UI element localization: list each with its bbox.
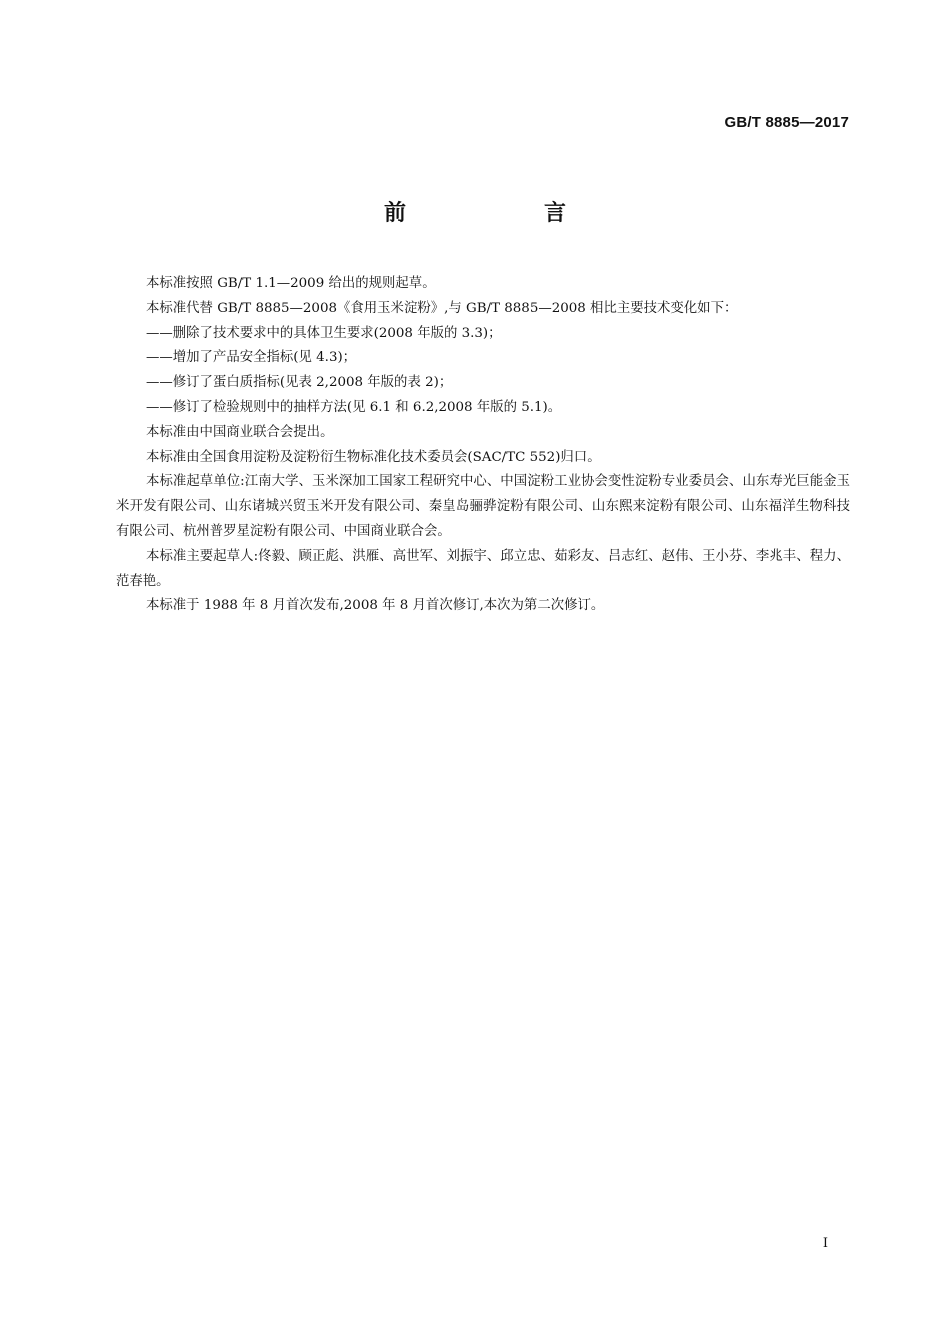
standard-code: GB/T 8885—2017 <box>724 114 849 131</box>
change-item: ——修订了检验规则中的抽样方法(见 6.1 和 6.2,2008 年版的 5.1)。 <box>146 399 562 415</box>
paragraph-drafting-rules: 本标准按照 GB/T 1.1—2009 给出的规则起草。 <box>146 276 436 291</box>
paragraph-drafters: 本标准主要起草人:佟毅、顾正彪、洪雁、高世军、刘振宇、邱立忠、茹彩友、吕志红、赵伟、王小芬、李兆丰、程力、范春艳。 <box>116 548 850 589</box>
paragraph-proposer: 本标准由中国商业联合会提出。 <box>146 424 334 440</box>
foreword-body <box>116 272 850 619</box>
paragraph-history: 本标准于 1988 年 8 月首次发布,2008 年 8 月首次修订,本次为第二次修订。 <box>146 598 605 614</box>
paragraph-committee: 本标准由全国食用淀粉及淀粉衍生物标准化技术委员会(SAC/TC 552)归口。 <box>146 449 601 465</box>
change-item: ——删除了技术要求中的具体卫生要求(2008 年版的 3.3)； <box>146 325 502 341</box>
change-item: ——修订了蛋白质指标(见表 2,2008 年版的表 2)； <box>146 375 453 391</box>
paragraph-drafting-units: 本标准起草单位:江南大学、玉米深加工国家工程研究中心、中国淀粉工业协会变性淀粉专业委员会、山东寿光巨能金玉米开发有限公司、山东诸城兴贸玉米开发有限公司、秦皇岛骊骅淀粉有限公司、山东熙来淀粉有限公司、山东福洋生物科技有限公司、杭州普罗星淀粉有限公司、中国商业联合会。 <box>116 474 850 539</box>
paragraph-replaces: 本标准代替 GB/T 8885—2008《食用玉米淀粉》,与 GB/T 8885—2008 相比主要技术变化如下： <box>146 300 738 316</box>
change-item: ——增加了产品安全指标(见 4.3)； <box>146 350 357 366</box>
page-number: I <box>822 1236 828 1251</box>
page-title: 前 言 <box>383 201 624 226</box>
